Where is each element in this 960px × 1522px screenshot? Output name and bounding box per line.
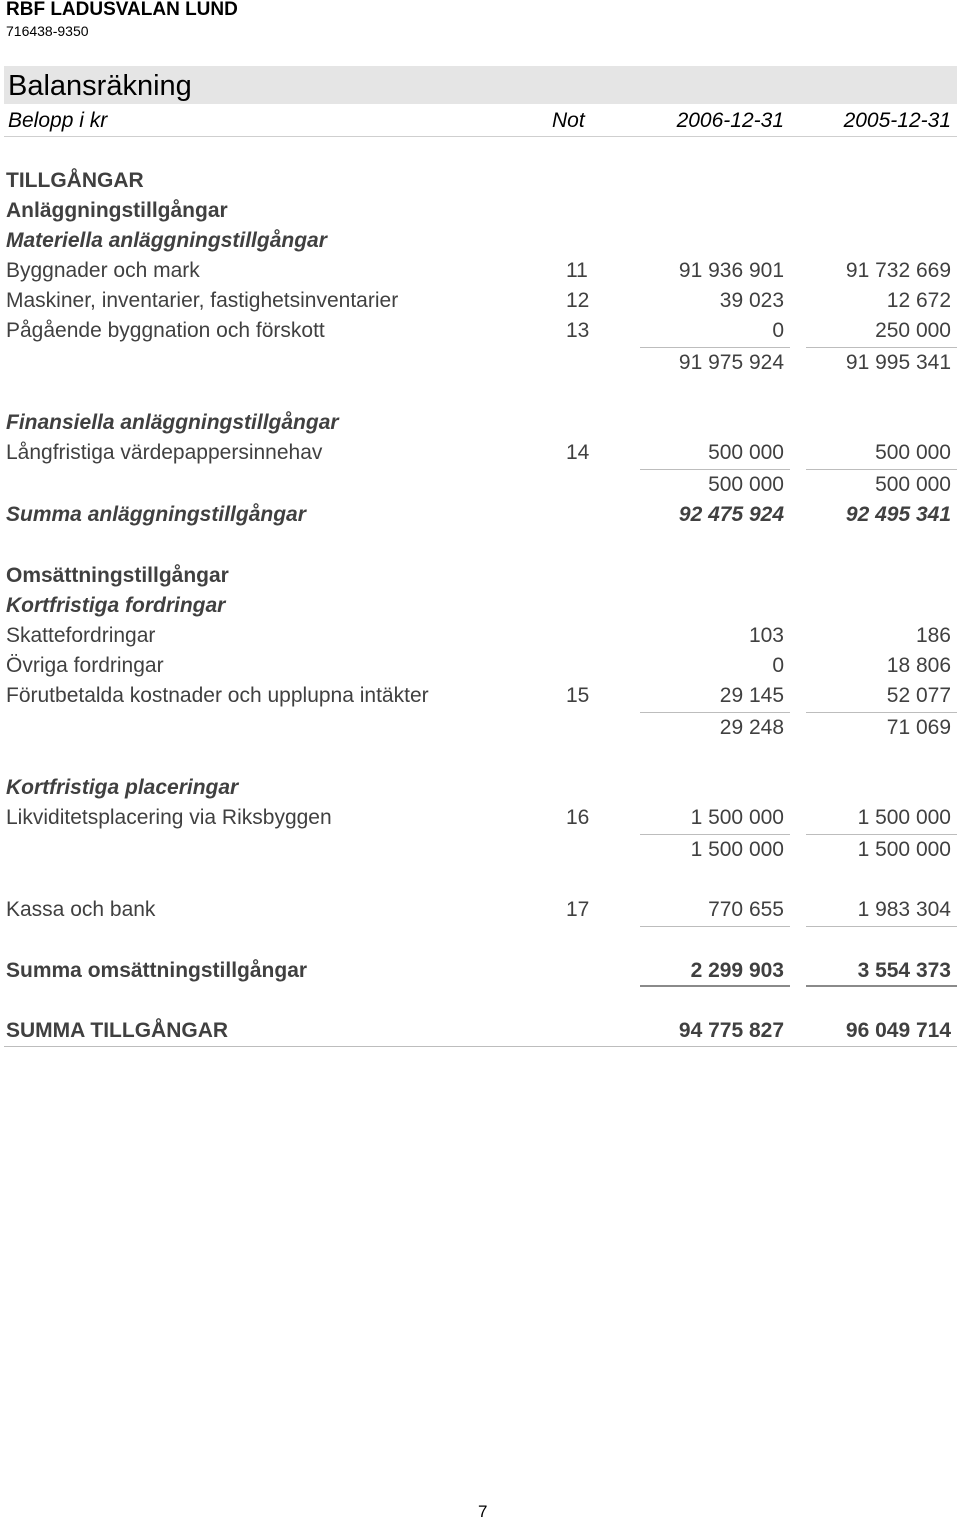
row-label: SUMMA TILLGÅNGAR <box>6 1019 229 1042</box>
subheading-tangible-fixed-assets <box>0 227 960 257</box>
subheading-short-term-investments <box>0 774 960 804</box>
grand-total-rule <box>4 1046 957 1047</box>
row-value-2005: 18 806 <box>886 654 951 677</box>
row-note: 13 <box>566 319 590 342</box>
table-row <box>0 652 960 682</box>
row-value-2005: 3 554 373 <box>857 959 951 982</box>
row-value-2006: 29 248 <box>719 716 784 739</box>
subtotal-rule <box>806 469 957 470</box>
row-note: 12 <box>566 289 590 312</box>
row-note: 17 <box>566 898 590 921</box>
table-row <box>0 804 960 834</box>
column-header-note: Not <box>552 109 585 132</box>
subheading-financial-fixed-assets <box>0 409 960 439</box>
page-number: 7 <box>478 1502 488 1521</box>
row-label: Omsättningstillgångar <box>6 564 229 587</box>
table-row <box>0 896 960 926</box>
row-label: Byggnader och mark <box>6 259 200 282</box>
subtotal-rule <box>640 834 790 835</box>
row-note: 14 <box>566 441 590 464</box>
subtotal-rule <box>806 347 957 348</box>
row-value-2006: 500 000 <box>708 441 784 464</box>
section-heading-assets <box>0 167 960 197</box>
row-value-2005: 1 983 304 <box>857 898 951 921</box>
row-value-2005: 91 732 669 <box>845 259 951 282</box>
row-note: 15 <box>566 684 590 707</box>
row-value-2006: 500 000 <box>708 473 784 496</box>
total-row-current-assets <box>0 957 960 987</box>
row-value-2005: 52 077 <box>886 684 951 707</box>
total-rule <box>640 985 790 987</box>
subtotal-rule <box>640 347 790 348</box>
row-label: Övriga fordringar <box>6 654 164 677</box>
row-value-2006: 2 299 903 <box>690 959 784 982</box>
row-value-2006: 0 <box>772 319 784 342</box>
row-value-2005: 186 <box>915 624 951 647</box>
column-header-year-2006: 2006-12-31 <box>676 109 784 132</box>
row-label: Långfristiga värdepappersinnehav <box>6 441 323 464</box>
row-value-2006: 1 500 000 <box>690 806 784 829</box>
row-value-2006: 92 475 924 <box>678 503 784 526</box>
row-label: Pågående byggnation och förskott <box>6 319 325 342</box>
row-value-2006: 91 975 924 <box>678 351 784 374</box>
section-heading-current-assets <box>0 562 960 592</box>
row-value-2006: 91 936 901 <box>678 259 784 282</box>
subtotal-row <box>0 714 960 744</box>
row-value-2005: 91 995 341 <box>845 351 951 374</box>
org-number: 716438-9350 <box>6 23 89 39</box>
column-header-row <box>4 104 957 137</box>
row-label: Förutbetalda kostnader och upplupna intäkter <box>6 684 429 707</box>
title-band <box>4 66 957 104</box>
subtotal-row <box>0 471 960 501</box>
row-value-2005: 92 495 341 <box>845 503 951 526</box>
row-value-2006: 770 655 <box>708 898 784 921</box>
table-row <box>0 682 960 712</box>
total-rule <box>806 985 957 987</box>
page-title: Balansräkning <box>8 70 192 102</box>
row-label: Materiella anläggningstillgångar <box>6 229 327 252</box>
row-value-2006: 0 <box>772 654 784 677</box>
row-value-2005: 96 049 714 <box>845 1019 951 1042</box>
row-note: 11 <box>566 259 588 282</box>
row-value-2005: 500 000 <box>875 473 951 496</box>
row-value-2006: 39 023 <box>719 289 784 312</box>
row-label: Finansiella anläggningstillgångar <box>6 411 339 434</box>
table-row <box>0 622 960 652</box>
subtotal-rule <box>806 926 957 927</box>
row-value-2005: 250 000 <box>875 319 951 342</box>
row-label: Kassa och bank <box>6 898 156 921</box>
row-label: Kortfristiga fordringar <box>6 594 226 617</box>
total-row-fixed-assets <box>0 501 960 531</box>
section-heading-fixed-assets <box>0 197 960 227</box>
row-label: Likviditetsplacering via Riksbyggen <box>6 806 332 829</box>
table-row <box>0 317 960 347</box>
subheading-short-term-receivables <box>0 592 960 622</box>
column-header-year-2005: 2005-12-31 <box>843 109 951 132</box>
table-row <box>0 439 960 469</box>
org-name: RBF LADUSVALAN LUND <box>6 0 238 20</box>
row-label: Kortfristiga placeringar <box>6 776 239 799</box>
table-row <box>0 257 960 287</box>
row-value-2006: 1 500 000 <box>690 838 784 861</box>
row-value-2005: 1 500 000 <box>857 806 951 829</box>
subtotal-rule <box>640 712 790 713</box>
row-value-2006: 103 <box>748 624 784 647</box>
grand-total-row <box>0 1017 960 1047</box>
row-label: Summa omsättningstillgångar <box>6 959 308 982</box>
table-row <box>0 287 960 317</box>
row-value-2006: 94 775 827 <box>678 1019 784 1042</box>
row-value-2005: 71 069 <box>886 716 951 739</box>
row-label: Anläggningstillgångar <box>6 199 228 222</box>
row-label: Summa anläggningstillgångar <box>6 503 306 526</box>
row-value-2005: 12 672 <box>886 289 951 312</box>
row-value-2005: 1 500 000 <box>857 838 951 861</box>
subtotal-row <box>0 349 960 379</box>
column-header-amount-unit: Belopp i kr <box>8 109 108 132</box>
row-label: Maskiner, inventarier, fastighetsinventarier <box>6 289 399 312</box>
row-value-2006: 29 145 <box>719 684 784 707</box>
subtotal-row <box>0 836 960 866</box>
subtotal-rule <box>806 834 957 835</box>
row-note: 16 <box>566 806 590 829</box>
subtotal-rule <box>640 926 790 927</box>
subtotal-rule <box>640 469 790 470</box>
subtotal-rule <box>806 712 957 713</box>
row-label: TILLGÅNGAR <box>6 169 144 192</box>
row-value-2005: 500 000 <box>875 441 951 464</box>
row-label: Skattefordringar <box>6 624 156 647</box>
